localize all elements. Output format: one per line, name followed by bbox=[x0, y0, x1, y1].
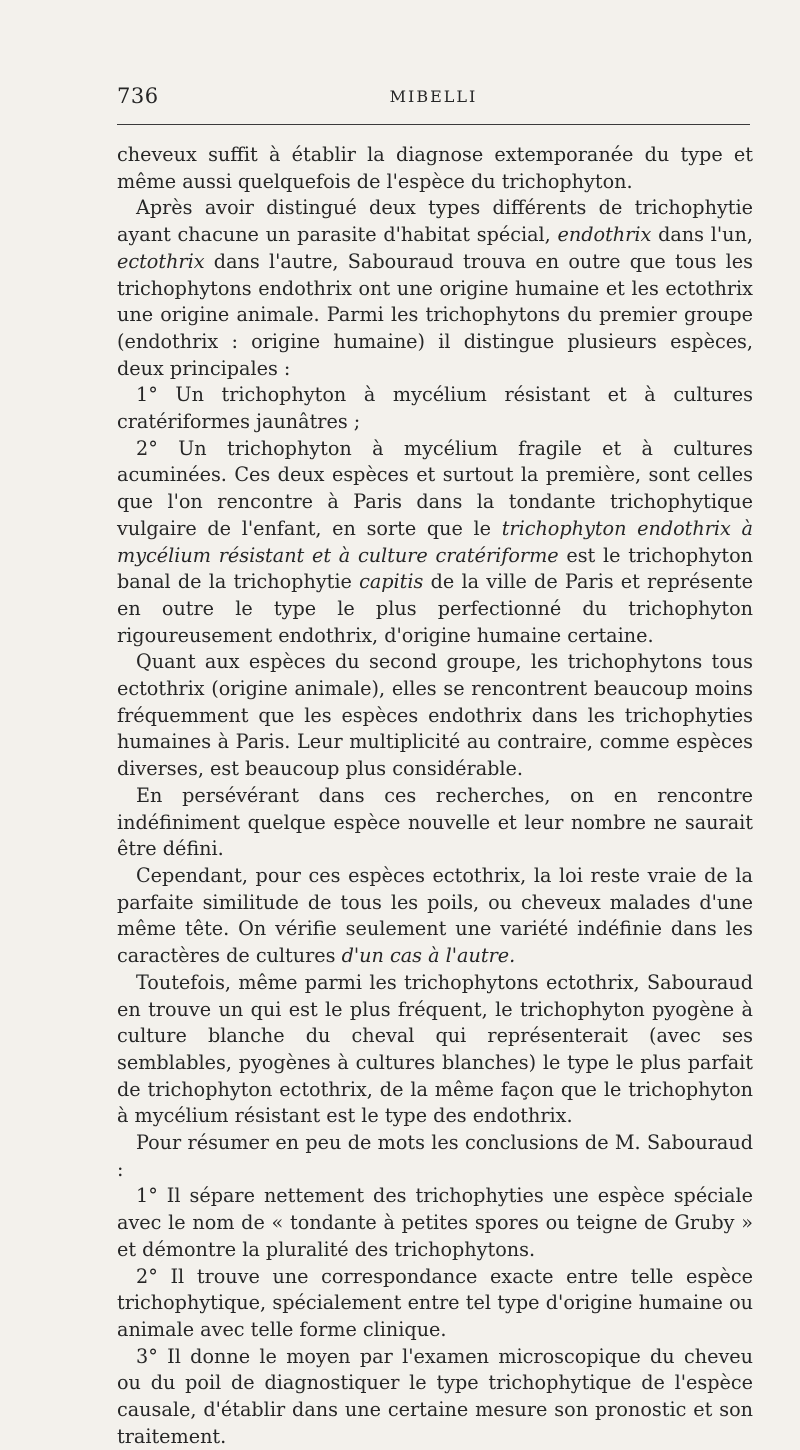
italic-text: capitis bbox=[359, 570, 424, 594]
paragraph-text: 3° Il donne le moyen par l'examen microscopique du cheveu ou du poil de diagnostiquer le type trichophytique de l'espèce causale, d'établir dans une certaine mesure son pronostic et son traitement. bbox=[117, 1344, 753, 1448]
paragraph-text: Après avoir distingué deux types différents de trichophytie ayant chacune un parasite d'habitat spécial, bbox=[117, 196, 753, 247]
paragraph-8 bbox=[117, 970, 753, 1130]
page-number: 736 bbox=[117, 84, 159, 108]
header-rule bbox=[117, 124, 750, 125]
italic-text: trichophyton endothrix à mycélium résistant et à culture cratériforme bbox=[117, 516, 753, 567]
paragraph-4 bbox=[117, 436, 753, 650]
paragraph-3 bbox=[117, 382, 753, 435]
paragraph-7 bbox=[117, 863, 753, 970]
paragraph-text: dans l'autre, Sabouraud trouva en outre que tous les trichophytons endothrix ont une origine humaine et les ectothrix une origine animale. Parmi les trichophytons du premier groupe (endothrix : origine humaine) il distingue plusieurs espèces, deux principales : bbox=[117, 249, 753, 380]
paragraph-text: 1° Il sépare nettement des trichophyties une espèce spéciale avec le nom de « tondante à petites spores ou teigne de Gruby » et démontre la pluralité des trichophytons. bbox=[117, 1184, 753, 1261]
paragraph-text: Toutefois, même parmi les trichophytons ectothrix, Sabouraud en trouve un qui est le plus fréquent, le trichophyton pyogène à culture blanche du cheval qui représenterait (avec ses semblables, pyogènes à cultures blanches) le type le plus parfait de trichophyton ectothrix, de la même façon que le trichophyton à mycélium résistant est le type des endothrix. bbox=[117, 970, 753, 1128]
body-text bbox=[117, 142, 753, 1450]
paragraph-text: est le trichophyton banal de la trichophytie bbox=[117, 543, 753, 594]
paragraph-text: Quant aux espèces du second groupe, les trichophytons tous ectothrix (origine animale), elles se rencontrent beaucoup moins fréquemment que les espèces endothrix dans les trichophyties humaines à Paris. Leur multiplicité au contraire, comme espèces diverses, est beaucoup plus considérable. bbox=[117, 650, 753, 781]
paragraph-1 bbox=[117, 142, 753, 195]
paragraph-5 bbox=[117, 649, 753, 783]
paragraph-text: Cependant, pour ces espèces ectothrix, la loi reste vraie de la parfaite similitude de tous les poils, ou cheveux malades d'une même tête. On vérifie seulement une variété indéfinie dans les caractères de cultures bbox=[117, 863, 753, 968]
italic-text: d'un cas à l'autre. bbox=[341, 944, 516, 968]
paragraph-11 bbox=[117, 1264, 753, 1344]
paragraph-text: En persévérant dans ces recherches, on en rencontre indéfiniment quelque espèce nouvelle et leur nombre ne saurait être défini. bbox=[117, 783, 753, 861]
paragraph-text: dans l'un, bbox=[651, 223, 753, 247]
paragraph-text: 2° Il trouve une correspondance exacte entre telle espèce trichophytique, spécialement entre tel type d'origine humaine ou animale avec telle forme clinique. bbox=[117, 1264, 753, 1341]
paragraph-text: de la ville de Paris et représente en outre le type le plus perfectionné du trichophyton rigoureusement endothrix, d'origine humaine certaine. bbox=[117, 570, 753, 647]
paragraph-9 bbox=[117, 1130, 753, 1183]
paragraph-text: 1° Un trichophyton à mycélium résistant et à cultures cratériformes jaunâtres ; bbox=[117, 383, 753, 434]
paragraph-12 bbox=[117, 1344, 753, 1450]
paragraph-text: 2° Un trichophyton à mycélium fragile et à cultures acuminées. Ces deux espèces et surtout la première, sont celles que l'on rencontre à Paris dans la tondante trichophytique vulgaire de l'enfant, en sorte que le bbox=[117, 436, 753, 540]
paragraph-2 bbox=[117, 195, 753, 382]
italic-text: endothrix bbox=[557, 223, 652, 247]
paragraph-10 bbox=[117, 1183, 753, 1263]
page-header bbox=[117, 84, 750, 114]
paragraph-text: Pour résumer en peu de mots les conclusions de M. Sabouraud : bbox=[117, 1131, 753, 1181]
running-title: MIBELLI bbox=[389, 87, 478, 106]
paragraph-text: cheveux suffit à établir la diagnose extemporanée du type et même aussi quelquefois de l'espèce du trichophyton. bbox=[117, 143, 753, 193]
paragraph-6 bbox=[117, 783, 753, 863]
italic-text: ectothrix bbox=[117, 249, 205, 273]
